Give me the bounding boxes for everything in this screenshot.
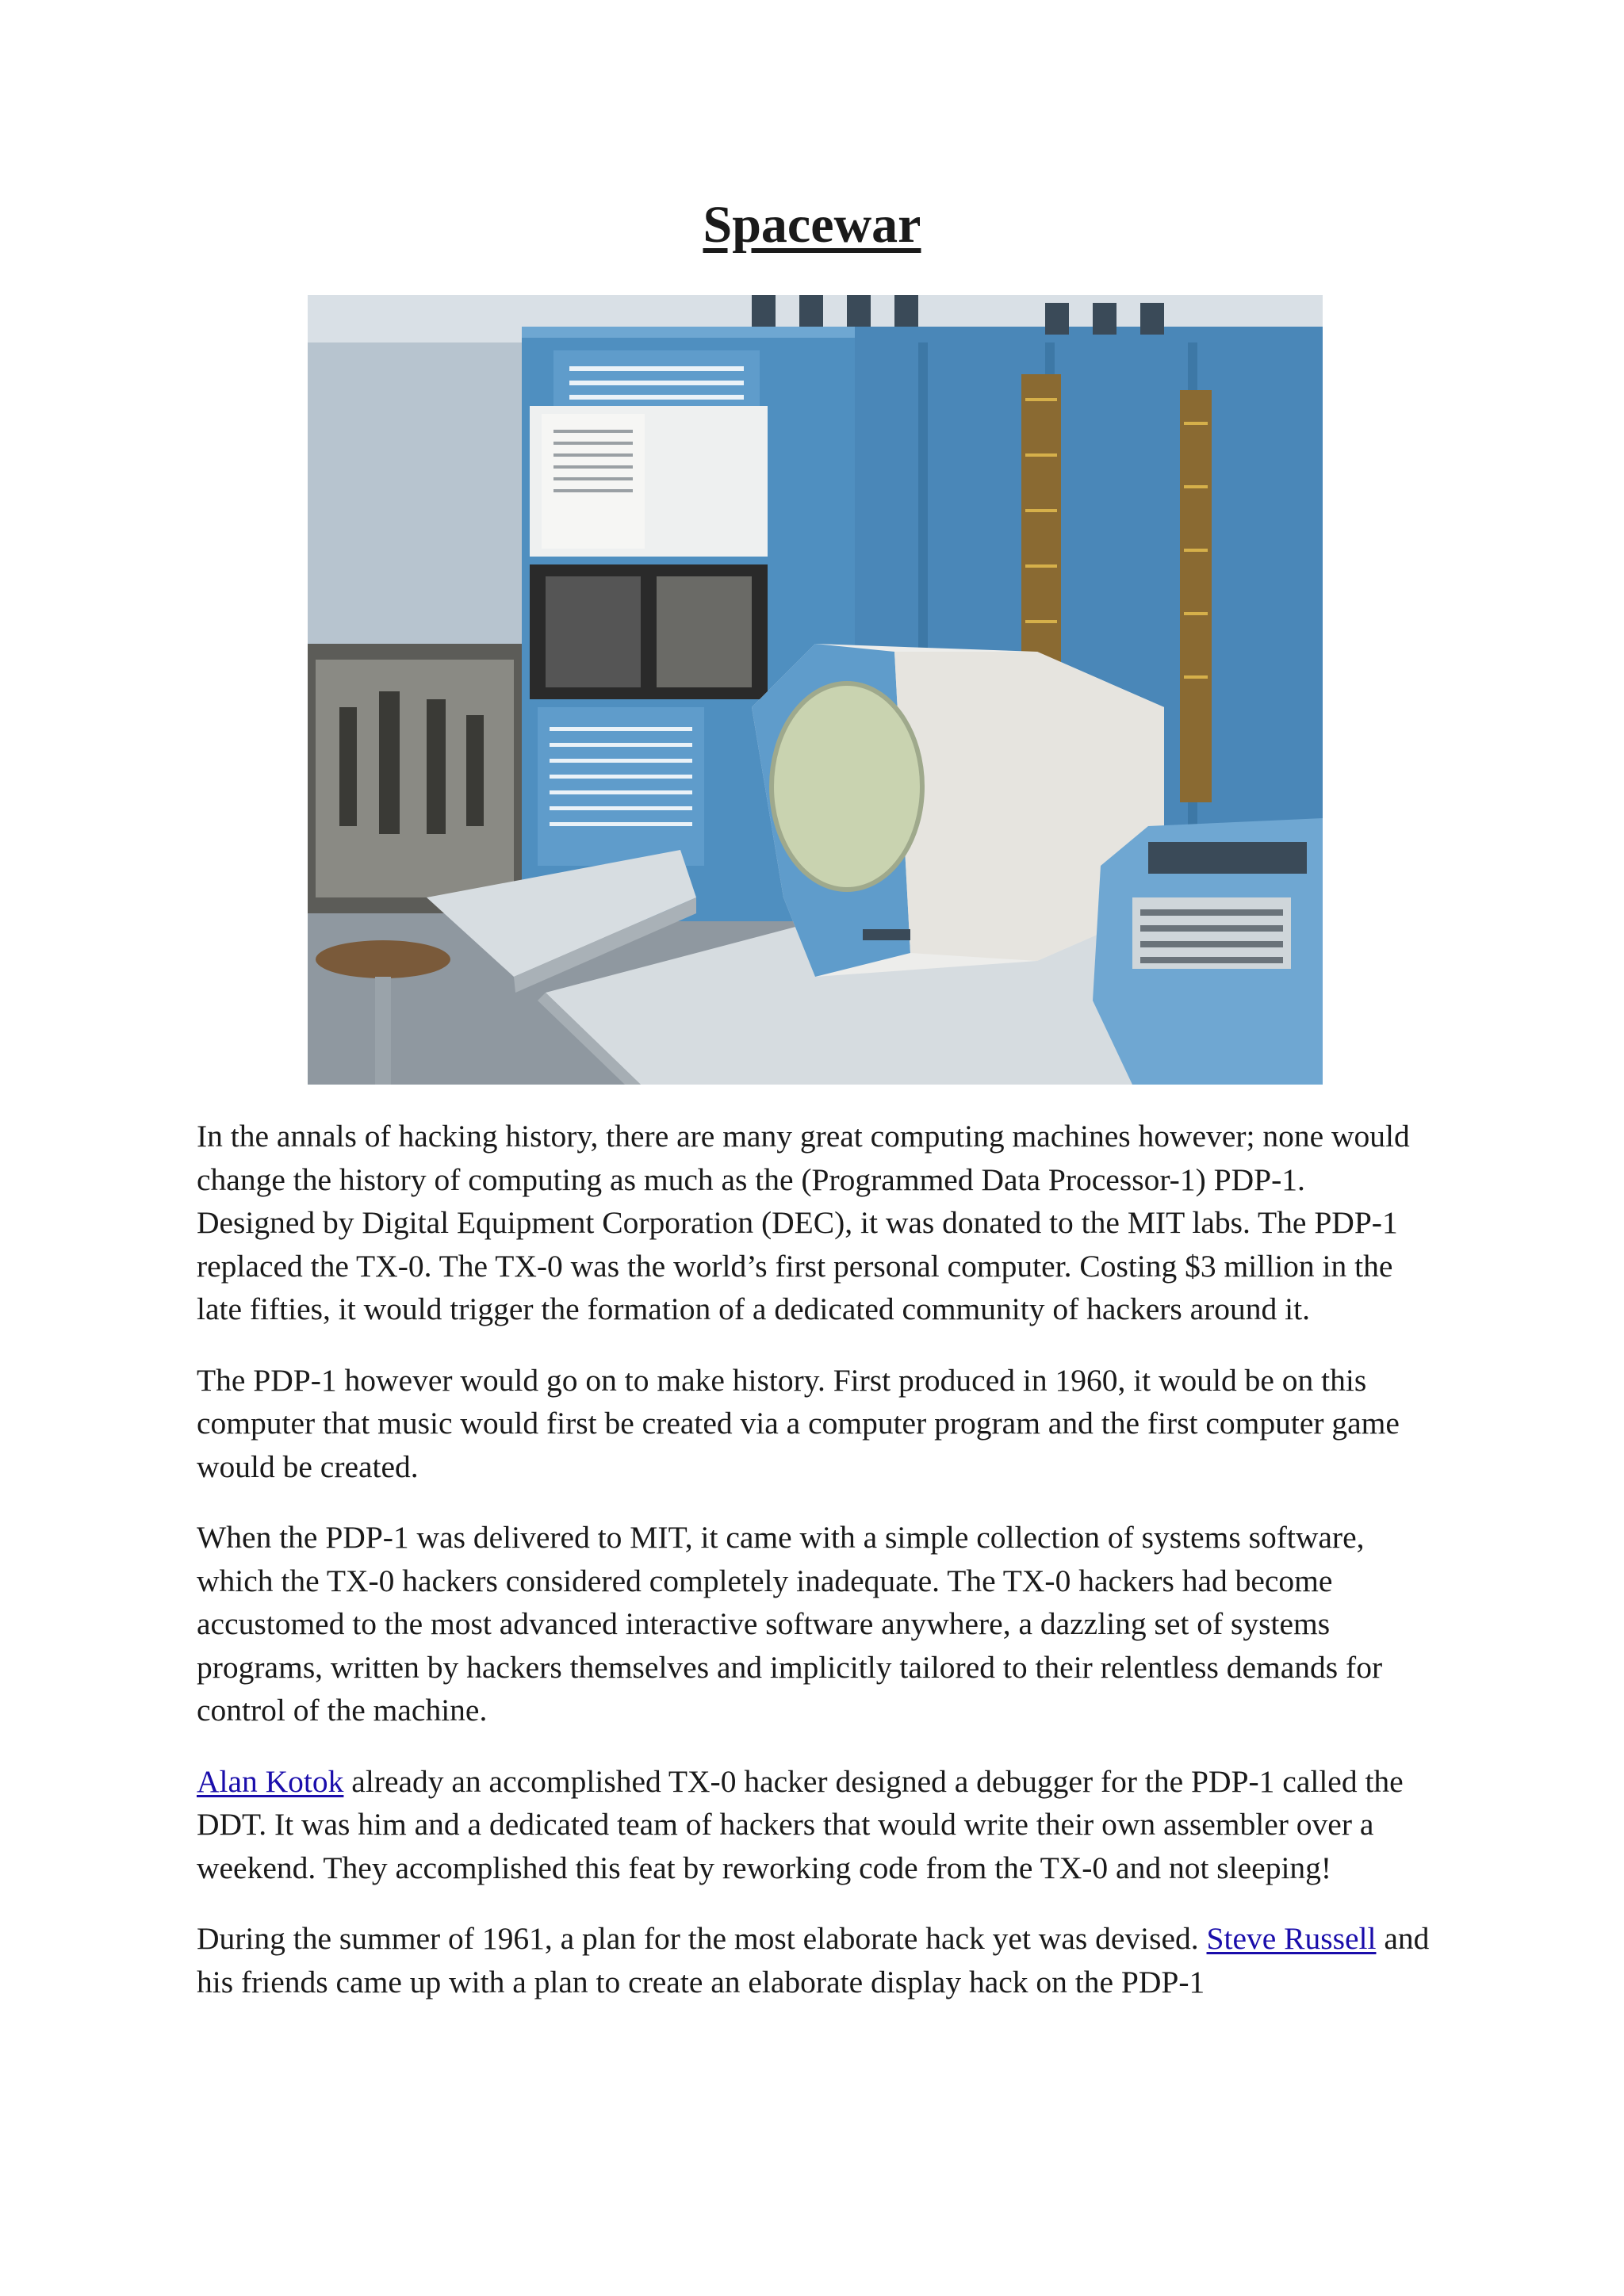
paragraph-3: When the PDP-1 was delivered to MIT, it came with a simple collection of systems software, which the TX-0 hackers considered completely inadequate. The TX-0 hackers had become accustomed to the most advanced interactive software anywhere, a dazzling set of systems programs, written by hackers themselves and implicitly tailored to their relentless demands for control of the machine. — [197, 1520, 1383, 1728]
pdp1-photo — [308, 295, 1323, 1085]
paragraph-5 — [197, 1917, 1430, 2003]
paragraph-5-text-after: and his friends came up with a plan to create an elaborate display hack on the PDP-1 — [197, 1921, 1430, 1999]
page-title: Spacewar — [703, 196, 921, 254]
paragraph-5-text-before: During the summer of 1961, a plan for the most elaborate hack yet was devised. — [197, 1921, 1207, 1956]
paragraph-4 — [197, 1760, 1430, 1890]
paragraph-4-text: already an accomplished TX-0 hacker designed a debugger for the PDP-1 called the DDT. It was him and a dedicated team of hackers that would write their own assembler over a weekend. They accomplished this feat by reworking code from the TX-0 and not sleeping! — [197, 1763, 1404, 1885]
steve-russell-link[interactable]: Steve Russell — [1206, 1921, 1377, 1956]
article-body — [197, 1115, 1430, 2031]
alan-kotok-link[interactable]: Alan Kotok — [197, 1763, 344, 1799]
paragraph-2: The PDP-1 however would go on to make history. First produced in 1960, it would be on this computer that music would first be created via a computer program and the first computer game would be created. — [197, 1362, 1400, 1484]
paragraph-1: In the annals of hacking history, there are many great computing machines however; none would change the history of computing as much as the (Programmed Data Processor-1) PDP-1. Designed by Digital Equipment Corporation (DEC), it was donated to the MIT labs. The PDP-1 replaced the TX-0. The TX-0 was the world’s first personal computer. Costing $3 million in the late fifties, it would trigger the formation of a dedicated community of hackers around it. — [197, 1119, 1410, 1326]
